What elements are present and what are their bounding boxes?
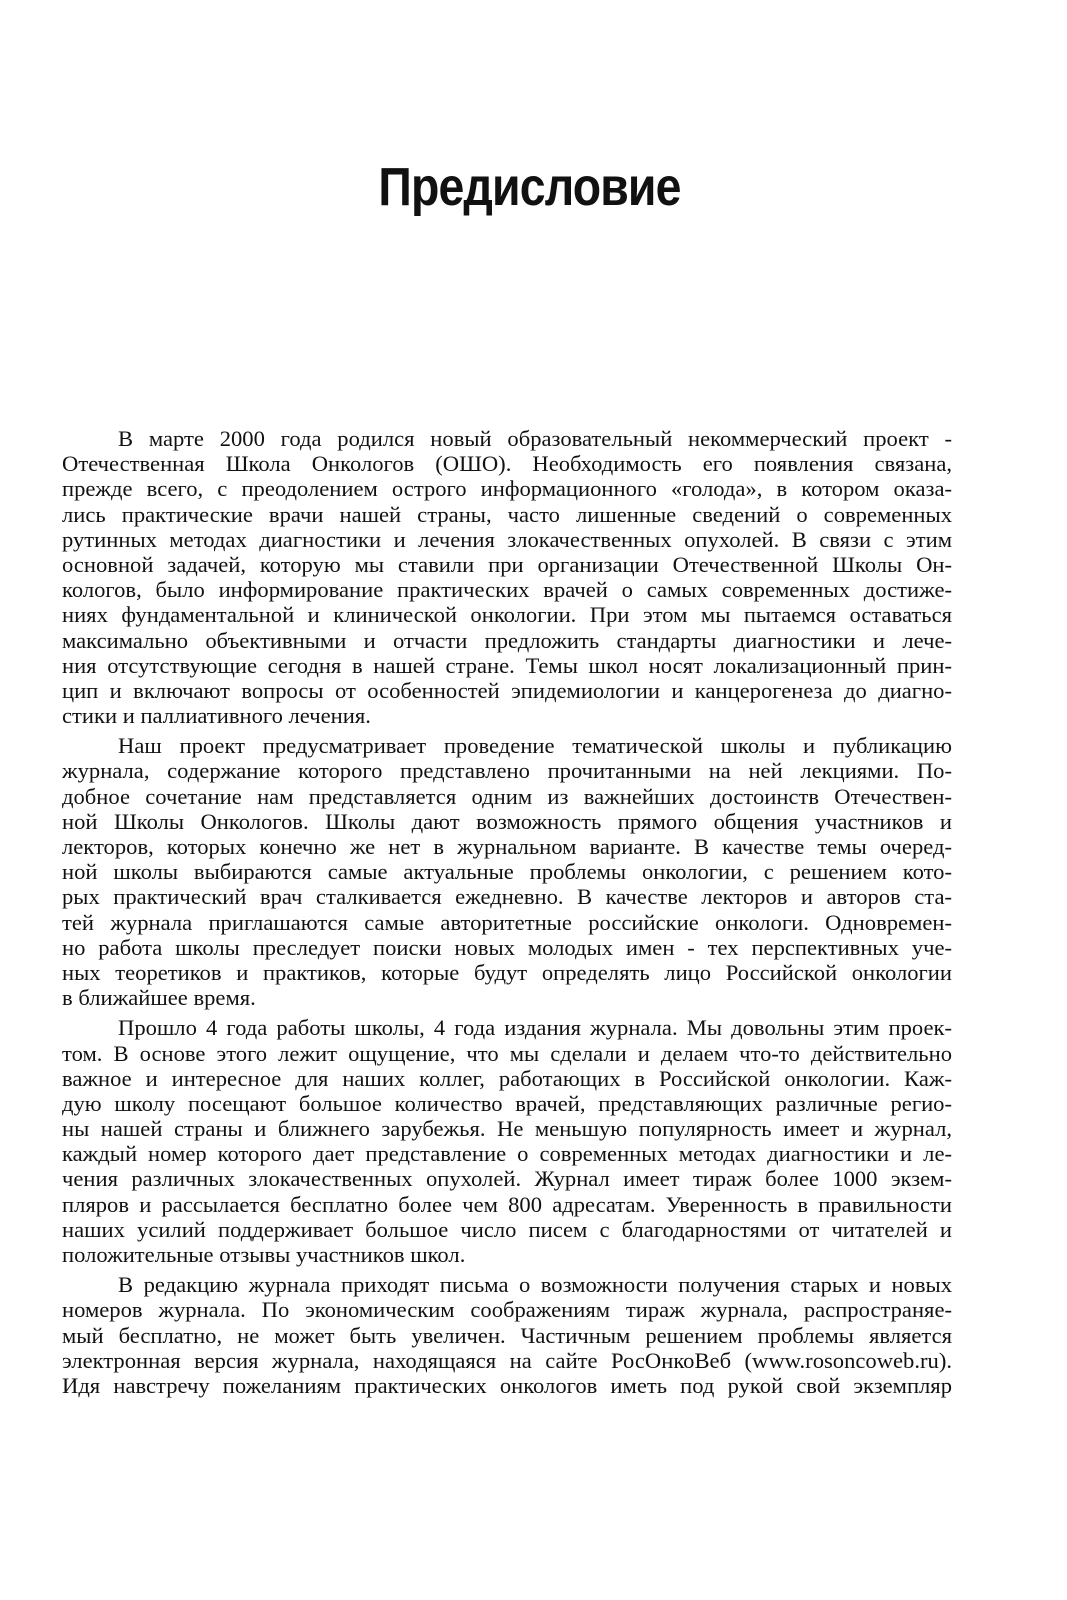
text-line: важное и интересное для наших коллег, работающих в Российской онкологии. Каж- (62, 1065, 952, 1091)
text-line: лекторов, которых конечно же нет в журнальном варианте. В качестве темы очеред- (62, 834, 952, 859)
text-line: мый бесплатно, не может быть увеличен. Частичным решением проблемы является (62, 1322, 952, 1348)
text-line: наших усилий поддерживает большое число писем с благодарностями от читателей и (62, 1216, 952, 1242)
text-line: Наш проект предусматривает проведение тематической школы и публикацию (118, 733, 952, 759)
text-line: лись практические врачи нашей страны, часто лишенные сведений о современных (62, 501, 952, 527)
text-line: прежде всего, с преодолением острого информационного «голода», в котором оказа- (62, 476, 952, 502)
text-line: но работа школы преследует поиски новых молодых имен - тех перспективных уче- (62, 934, 952, 960)
text-line: основной задачей, которую мы ставили при организации Отечественной Школы Он- (62, 551, 952, 577)
text-line: кологов, было информирование практических врачей о самых современных достиже- (62, 577, 952, 603)
text-line: Идя навстречу пожеланиям практических онкологов иметь под рукой свой экземпляр (62, 1372, 952, 1398)
paragraph (62, 426, 952, 728)
paragraph (62, 1015, 952, 1267)
text-line: стики и паллиативного лечения. (62, 703, 371, 729)
text-line: максимально объективными и отчасти предложить стандарты диагностики и лече- (62, 627, 952, 653)
text-line: чения различных злокачественных опухолей. Журнал имеет тираж более 1000 экзем- (62, 1166, 952, 1192)
text-line: ния отсутствующие сегодня в нашей стране. Темы школ носят локализационный прин- (62, 652, 952, 678)
text-line: каждый номер которого дает представление о современных методах диагностики и ле- (62, 1141, 952, 1167)
text-line: Отечественная Школа Онкологов (ОШО). Необходимость его появления связана, (62, 451, 952, 477)
text-line: электронная версия журнала, находящаяся на сайте РосОнкоВеб (www.rosoncoweb.ru). (62, 1347, 952, 1373)
body-text (62, 426, 952, 1403)
text-line: рутинных методах диагностики и лечения злокачественных опухолей. В связи с этим (62, 526, 952, 552)
text-line: ны нашей страны и ближнего зарубежья. Не меньшую популярность имеет и журнал, (62, 1116, 952, 1142)
text-line: в ближайшее время. (62, 985, 256, 1011)
text-line: рых практический врач сталкивается ежедневно. В качестве лекторов и авторов ста- (62, 884, 952, 910)
text-line: В редакцию журнала приходят письма о возможности получения старых и новых (118, 1272, 952, 1298)
text-line: ных теоретиков и практиков, которые будут определять лицо Российской онкологии (62, 959, 952, 985)
text-line: В марте 2000 года родился новый образовательный некоммерческий проект - (118, 426, 952, 451)
text-line: номеров журнала. По экономическим соображениям тираж журнала, распространяе- (62, 1297, 952, 1323)
page-title: Предисловие (378, 157, 681, 217)
text-line: журнала, содержание которого представлено прочитанными на ней лекциями. По- (62, 758, 952, 784)
text-line: тей журнала приглашаются самые авторитетные российские онкологи. Одновремен- (62, 909, 952, 935)
text-line: дую школу посещают большое количество врачей, представляющих различные регио- (62, 1090, 952, 1116)
text-line: том. В основе этого лежит ощущение, что мы сделали и делаем что-то действительно (62, 1040, 952, 1066)
text-line: положительные отзывы участников школ. (62, 1242, 466, 1267)
text-line: Прошло 4 года работы школы, 4 года издания журнала. Мы довольны этим проек- (118, 1015, 952, 1041)
paragraph (62, 733, 952, 1010)
text-line: ниях фундаментальной и клинической онкологии. При этом мы пытаемся оставаться (62, 602, 952, 628)
text-line: ной Школы Онкологов. Школы дают возможность прямого общения участников и (62, 808, 952, 834)
text-line: ной школы выбираются самые актуальные проблемы онкологии, с решением кото- (62, 859, 952, 885)
text-line: пляров и рассылается бесплатно более чем 800 адресатам. Уверенность в правильности (62, 1191, 952, 1217)
text-line: цип и включают вопросы от особенностей эпидемиологии и канцерогенеза до диагно- (62, 677, 952, 703)
text-line: добное сочетание нам представляется одним из важнейших достоинств Отечествен- (62, 783, 952, 809)
paragraph (62, 1272, 952, 1398)
